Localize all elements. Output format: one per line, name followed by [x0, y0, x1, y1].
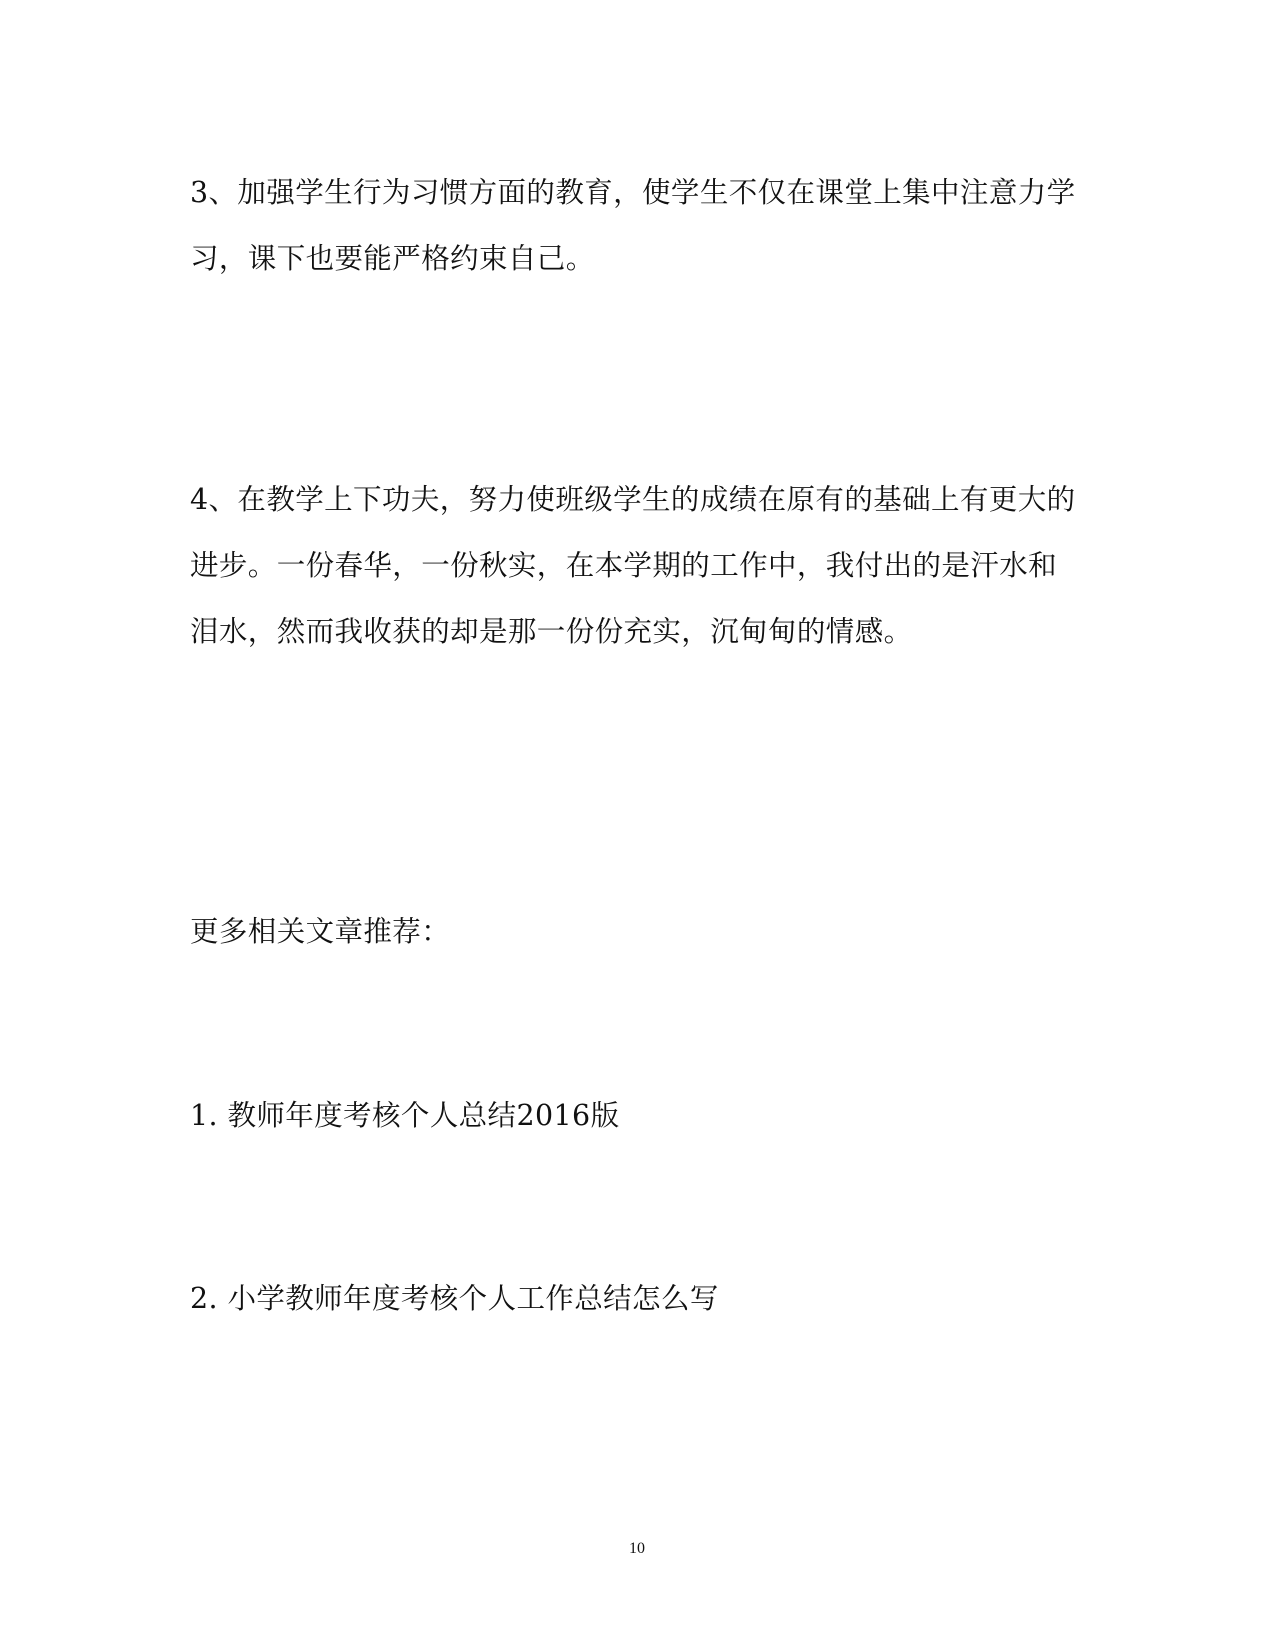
paragraph-line: 3、加强学生行为习惯方面的教育，使学生不仅在课堂上集中注意力学 [190, 176, 1076, 209]
paragraph-line: 习，课下也要能严格约束自己。 [190, 242, 595, 275]
related-article-link-2[interactable]: 2. 小学教师年度考核个人工作总结怎么写 [190, 1282, 719, 1315]
paragraph-behavior-habits [190, 160, 1090, 292]
related-article-link-1[interactable]: 1. 教师年度考核个人总结2016版 [190, 1099, 620, 1132]
paragraph-line: 泪水，然而我收获的却是那一份份充实，沉甸甸的情感。 [190, 615, 913, 648]
paragraph-line: 进步。一份春华，一份秋实，在本学期的工作中，我付出的是汗水和 [190, 549, 1058, 582]
paragraph-line: 4、在教学上下功夫，努力使班级学生的成绩在原有的基础上有更大的 [190, 483, 1076, 516]
page-number: 10 [629, 1540, 645, 1557]
paragraph-teaching-effort [190, 467, 1090, 665]
related-articles-heading: 更多相关文章推荐： [190, 915, 451, 948]
